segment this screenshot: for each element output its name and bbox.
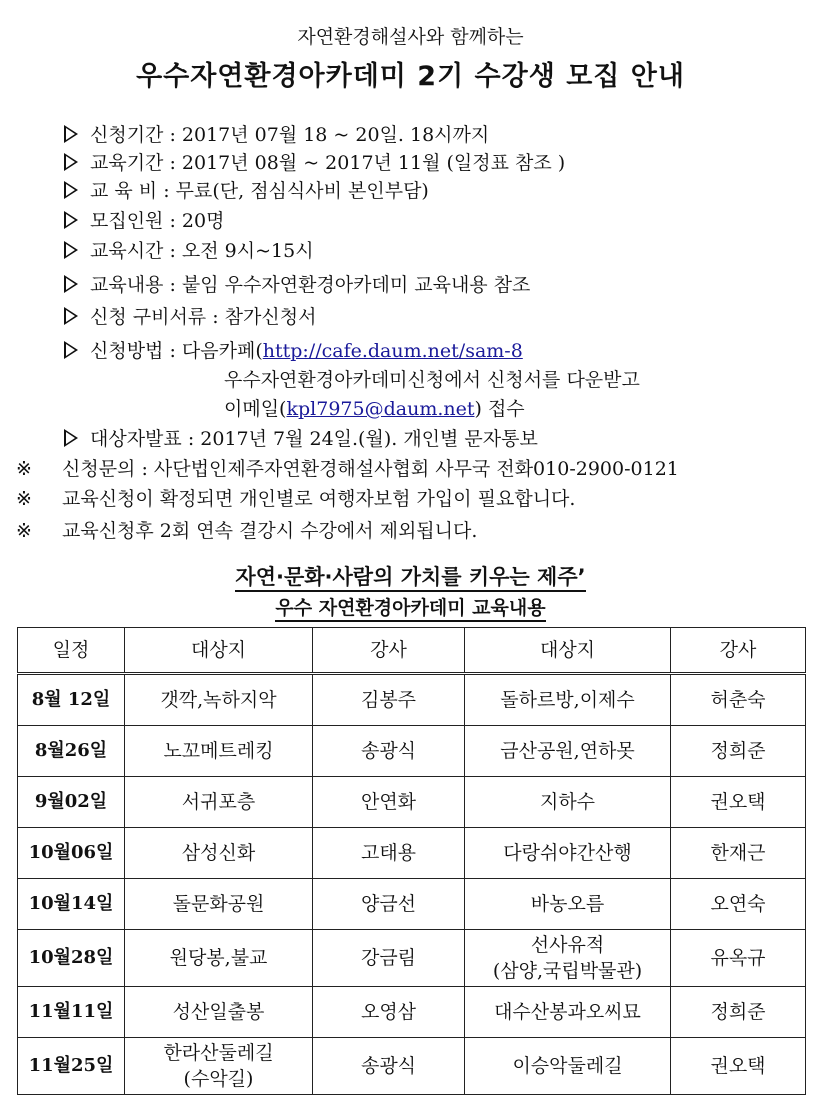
cell-line: (수악길) <box>183 1068 254 1090</box>
triangle-bullet-icon <box>64 307 78 325</box>
table-row <box>18 1038 806 1095</box>
cell-place: 노꼬메트레킹 <box>125 726 313 777</box>
cell-place-2 <box>465 930 671 987</box>
email-suffix: ) 접수 <box>474 398 525 420</box>
apply-method-line3 <box>224 396 525 422</box>
info-item-capacity <box>64 208 224 234</box>
info-label: 교육기간 <box>90 152 164 174</box>
schedule-table <box>17 627 806 1095</box>
table-header-row <box>18 628 806 674</box>
cell-lecturer-2: 한재근 <box>671 828 806 879</box>
cell-place-2: 돌하르방,이제수 <box>465 674 671 726</box>
header-place-2: 대상지 <box>465 628 671 674</box>
table-row <box>18 828 806 879</box>
cell-date: 11월25일 <box>18 1038 125 1095</box>
info-value: : 붙임 우수자연환경아카데미 교육내용 참조 <box>163 274 531 296</box>
info-value: : 다음카페( <box>163 340 263 362</box>
cell-lecturer-2: 허춘숙 <box>671 674 806 726</box>
info-label: 교육시간 <box>90 240 164 262</box>
cell-lecturer-2: 권오택 <box>671 777 806 828</box>
cell-lecturer: 고태용 <box>313 828 465 879</box>
cell-line: (삼양,국립박물관) <box>492 960 643 982</box>
note-insurance <box>16 486 575 512</box>
cell-date: 11월11일 <box>18 987 125 1038</box>
info-value: : 무료(단, 점심식사비 본인부담) <box>157 180 429 202</box>
header-place: 대상지 <box>125 628 313 674</box>
info-value: : 2017년 7월 24일.(월). 개인별 문자통보 <box>181 428 538 450</box>
note-text: 교육신청이 확정되면 개인별로 여행자보험 가입이 필요합니다. <box>62 488 576 510</box>
info-label: 모집인원 <box>90 210 164 232</box>
triangle-bullet-icon <box>64 211 78 229</box>
triangle-bullet-icon <box>64 181 78 199</box>
info-label: 교 육 비 <box>90 180 158 202</box>
table-row <box>18 726 806 777</box>
cell-lecturer-2: 권오택 <box>671 1038 806 1095</box>
cell-place: 돌문화공원 <box>125 879 313 930</box>
info-item-apply-method <box>64 338 523 364</box>
info-label: 신청기간 <box>90 124 164 146</box>
info-item-apply-period <box>64 122 489 148</box>
table-row <box>18 674 806 726</box>
info-item-edu-time <box>64 238 314 264</box>
cafe-link[interactable]: http://cafe.daum.net/sam-8 <box>262 340 523 362</box>
cell-place: 성산일출봉 <box>125 987 313 1038</box>
triangle-bullet-icon <box>64 429 78 447</box>
cell-lecturer: 양금선 <box>313 879 465 930</box>
info-value: : 오전 9시~15시 <box>163 240 314 262</box>
info-value: : 참가신청서 <box>206 306 317 328</box>
cell-date: 9월02일 <box>18 777 125 828</box>
info-value: : 2017년 08월 ~ 2017년 11월 (일정표 참조 ) <box>163 152 566 174</box>
cell-date: 10월28일 <box>18 930 125 987</box>
email-link[interactable]: kpl7975@daum.net <box>286 398 475 420</box>
document-title: 우수자연환경아카데미 2기 수강생 모집 안내 <box>136 61 685 92</box>
reference-mark-icon: ※ <box>16 488 32 510</box>
note-inquiry <box>16 456 679 482</box>
cell-date: 8월 12일 <box>18 674 125 726</box>
note-absence <box>16 518 477 544</box>
triangle-bullet-icon <box>64 153 78 171</box>
section-subtitle <box>0 593 821 620</box>
triangle-bullet-icon <box>64 275 78 293</box>
document-subtitle: 자연환경해설사와 함께하는 <box>297 26 524 48</box>
cell-place: 원당봉,불교 <box>125 930 313 987</box>
cell-lecturer-2: 정희준 <box>671 726 806 777</box>
header-lecturer: 강사 <box>313 628 465 674</box>
cell-place-2: 지하수 <box>465 777 671 828</box>
table-row <box>18 987 806 1038</box>
triangle-bullet-icon <box>64 341 78 359</box>
cell-place: 서귀포층 <box>125 777 313 828</box>
cell-lecturer-2: 오연숙 <box>671 879 806 930</box>
cell-lecturer: 강금림 <box>313 930 465 987</box>
info-label: 교육내용 <box>90 274 164 296</box>
info-value: : 2017년 07월 18 ~ 20일. 18시까지 <box>163 124 490 146</box>
section-title-text: 자연·문화·사람의 가치를 키우는 제주’ <box>235 565 585 592</box>
cell-place-2: 금산공원,연하못 <box>465 726 671 777</box>
cell-place-2: 대수산봉과오씨묘 <box>465 987 671 1038</box>
cell-date: 10월06일 <box>18 828 125 879</box>
info-item-documents <box>64 304 316 330</box>
section-title <box>0 561 821 591</box>
cell-lecturer-2: 정희준 <box>671 987 806 1038</box>
cell-line: 선사유적 <box>530 934 605 956</box>
cell-place: 삼성신화 <box>125 828 313 879</box>
triangle-bullet-icon <box>64 241 78 259</box>
cell-lecturer: 김봉주 <box>313 674 465 726</box>
triangle-bullet-icon <box>64 125 78 143</box>
info-item-fee <box>64 178 429 204</box>
table-row <box>18 879 806 930</box>
cell-lecturer: 송광식 <box>313 726 465 777</box>
section-subtitle-text: 우수 자연환경아카데미 교육내용 <box>275 597 545 622</box>
cell-line: 한라산둘레길 <box>163 1042 274 1064</box>
cell-date: 8월26일 <box>18 726 125 777</box>
info-label: 신청 구비서류 <box>90 306 207 328</box>
header-lecturer-2: 강사 <box>671 628 806 674</box>
info-label: 신청방법 <box>90 340 164 362</box>
table-row <box>18 777 806 828</box>
cell-place-2: 바농오름 <box>465 879 671 930</box>
info-item-edu-period <box>64 150 565 176</box>
cell-date: 10월14일 <box>18 879 125 930</box>
cell-place <box>125 1038 313 1095</box>
info-item-edu-content <box>64 272 530 298</box>
email-prefix: 이메일( <box>224 398 287 420</box>
table-row <box>18 930 806 987</box>
cell-lecturer: 안연화 <box>313 777 465 828</box>
note-text: 신청문의 : 사단법인제주자연환경해설사협회 사무국 전화010-2900-0121 <box>62 458 679 480</box>
info-value: : 20명 <box>163 210 225 232</box>
reference-mark-icon: ※ <box>16 458 32 480</box>
cell-lecturer: 송광식 <box>313 1038 465 1095</box>
cell-place: 갯깍,녹하지악 <box>125 674 313 726</box>
cell-lecturer: 오영삼 <box>313 987 465 1038</box>
info-item-announcement <box>64 426 538 452</box>
note-text: 교육신청후 2회 연속 결강시 수강에서 제외됩니다. <box>62 520 478 542</box>
cell-place-2: 다랑쉬야간산행 <box>465 828 671 879</box>
cell-lecturer-2: 유옥규 <box>671 930 806 987</box>
apply-method-line2: 우수자연환경아카데미신청에서 신청서를 다운받고 <box>224 369 640 391</box>
header-date: 일정 <box>18 628 125 674</box>
cell-place-2: 이승악둘레길 <box>465 1038 671 1095</box>
info-label: 대상자발표 <box>90 428 182 450</box>
reference-mark-icon: ※ <box>16 520 32 542</box>
